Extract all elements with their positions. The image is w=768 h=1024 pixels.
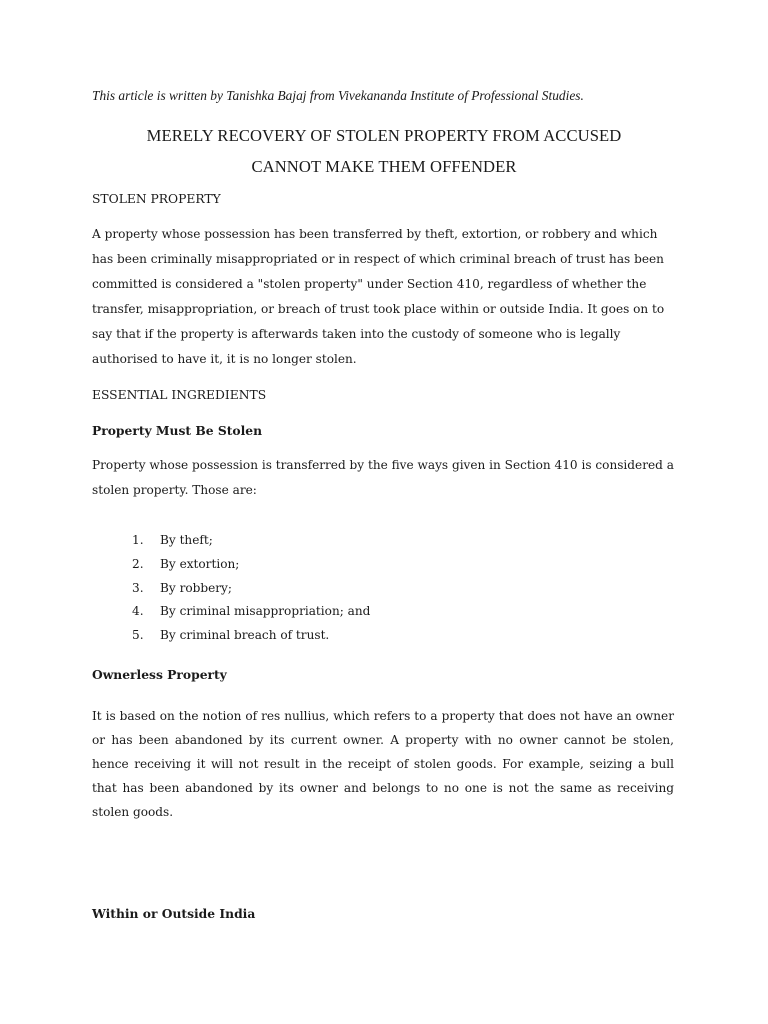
subheading-property-must-be-stolen: Property Must Be Stolen (92, 423, 263, 438)
list-ways-of-transfer (132, 529, 370, 648)
list-item-number: 1. (132, 533, 144, 547)
list-item (132, 600, 370, 624)
heading-stolen-property: STOLEN PROPERTY (92, 192, 221, 206)
subheading-ownerless-property: Ownerless Property (92, 667, 227, 682)
paragraph-stolen-property: A property whose possession has been transferred by theft, extortion, or robbery and which has been criminally misappropriated or in respect of which criminal breach of trust has been committed is considered a "stolen property" under Section 410, regardless of whether the transfer, misappropriation, or breach of trust took place within or outside India. It goes on to say that if the property is afterwards taken into the custody of someone who is legally authorised to have it, it is no longer stolen. (92, 227, 665, 366)
list-item-number: 3. (132, 580, 144, 595)
list-item-text: By extortion; (160, 556, 240, 571)
list-item-number: 5. (132, 628, 144, 643)
list-item (132, 624, 370, 648)
subheading-within-or-outside-india: Within or Outside India (92, 906, 256, 921)
list-item-text: By criminal misappropriation; and (160, 604, 371, 619)
list-item-number: 4. (132, 604, 144, 619)
list-item (132, 577, 370, 601)
paragraph-five-ways: Property whose possession is transferred by the five ways given in Section 410 is considered a stolen property. Those are: (92, 458, 674, 497)
list-item-text: By theft; (160, 533, 213, 547)
list-item-text: By criminal breach of trust. (160, 628, 330, 643)
article-title-line-2: CANNOT MAKE THEM OFFENDER (251, 157, 517, 176)
article-title (92, 120, 676, 182)
article-title-line-1: MERELY RECOVERY OF STOLEN PROPERTY FROM ACCUSED (146, 126, 622, 145)
paragraph-ownerless-property: It is based on the notion of res nullius, which refers to a property that does not have an owner or has been abandoned by its current owner. A property with no owner cannot be stolen, hence receiving it will not result in the receipt of stolen goods. For example, seizing a bull that has been abandoned by its owner and belongs to no one is not the same as receiving stolen goods. (92, 709, 674, 819)
list-item-number: 2. (132, 556, 144, 571)
list-item-text: By robbery; (160, 580, 232, 595)
heading-essential-ingredients: ESSENTIAL INGREDIENTS (92, 388, 267, 402)
article-byline: This article is written by Tanishka Bajaj from Vivekananda Institute of Professional Studies. (92, 88, 584, 103)
list-item (132, 553, 370, 577)
list-item (132, 529, 370, 553)
